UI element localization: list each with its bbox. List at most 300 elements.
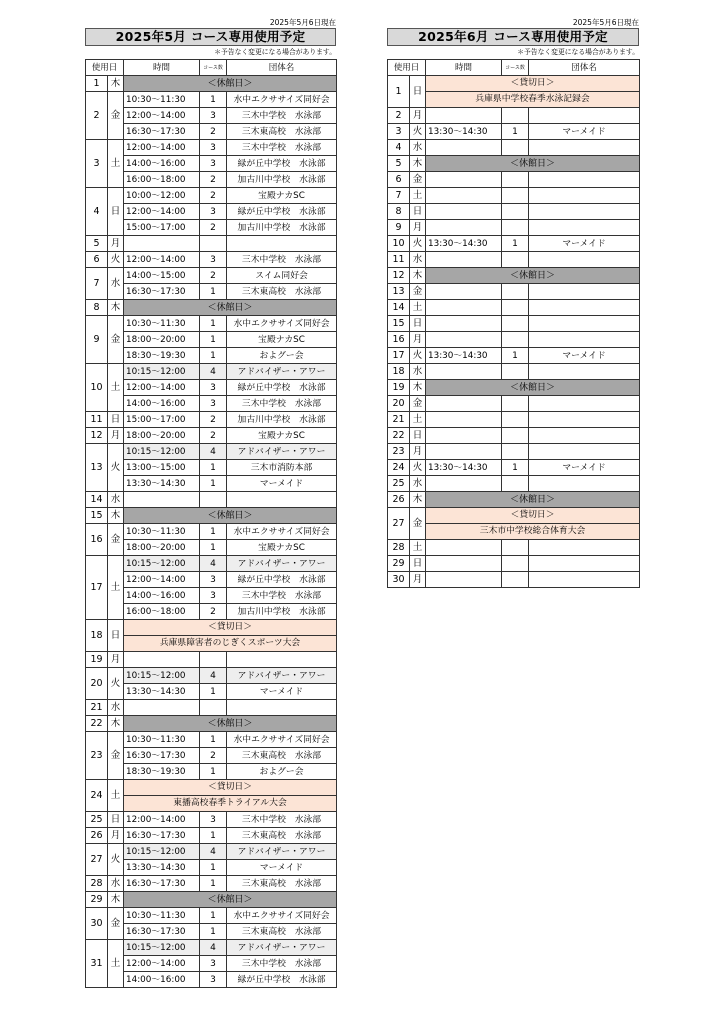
organization-name: マーメイド (529, 236, 640, 252)
course-count: 3 (200, 140, 227, 156)
table-row (86, 860, 337, 876)
day-number: 14 (86, 492, 108, 508)
table-row (86, 668, 337, 684)
closed-day-label: ＜休館日＞ (124, 300, 337, 316)
course-count: 2 (200, 268, 227, 284)
table-row (86, 764, 337, 780)
course-count: 3 (200, 252, 227, 268)
table-row (86, 140, 337, 156)
table-row (86, 588, 337, 604)
weekday: 日 (410, 428, 426, 444)
table-row (86, 444, 337, 460)
table-row (86, 380, 337, 396)
course-count: 1 (200, 860, 227, 876)
organization-name: 三木中学校 水泳部 (227, 396, 337, 412)
course-count: 3 (200, 588, 227, 604)
course-count (200, 236, 227, 252)
course-count (200, 700, 227, 716)
organization-name: 緑が丘中学校 水泳部 (227, 204, 337, 220)
weekday: 金 (410, 172, 426, 188)
day-number: 10 (86, 364, 108, 412)
time-slot: 13:30～14:30 (426, 124, 502, 140)
day-number: 22 (86, 716, 108, 732)
table-row (86, 156, 337, 172)
course-count: 1 (200, 348, 227, 364)
reserved-day-label: ＜貸切日＞ (124, 620, 337, 636)
day-number: 5 (388, 156, 410, 172)
course-count: 1 (200, 476, 227, 492)
course-count: 3 (200, 972, 227, 988)
organization-name (529, 300, 640, 316)
organization-name (529, 188, 640, 204)
day-number: 26 (86, 828, 108, 844)
organization-name (529, 332, 640, 348)
table-row (86, 284, 337, 300)
table-row (388, 508, 640, 524)
time-slot: 13:30～14:30 (426, 236, 502, 252)
course-count (502, 284, 529, 300)
table-row (86, 508, 337, 524)
day-number: 13 (388, 284, 410, 300)
table-row (86, 796, 337, 812)
table-row (388, 396, 640, 412)
day-number: 29 (388, 556, 410, 572)
header-course-count: コース数 (200, 60, 227, 76)
organization-name: マーメイド (529, 348, 640, 364)
table-row (86, 492, 337, 508)
organization-name (529, 444, 640, 460)
course-count: 4 (200, 940, 227, 956)
closed-day-label: ＜休館日＞ (426, 492, 640, 508)
table-row (86, 524, 337, 540)
day-number: 20 (86, 668, 108, 700)
organization-name (529, 476, 640, 492)
table-row (388, 460, 640, 476)
table-row (86, 732, 337, 748)
time-slot: 10:00～12:00 (124, 188, 200, 204)
day-number: 10 (388, 236, 410, 252)
table-row (86, 828, 337, 844)
table-row (86, 92, 337, 108)
day-number: 28 (86, 876, 108, 892)
time-slot: 10:30～11:30 (124, 92, 200, 108)
organization-name: 三木中学校 水泳部 (227, 252, 337, 268)
table-row (86, 908, 337, 924)
table-row (388, 284, 640, 300)
table-row (86, 972, 337, 988)
organization-name: 緑が丘中学校 水泳部 (227, 572, 337, 588)
table-row (388, 428, 640, 444)
table-row (86, 412, 337, 428)
course-count (502, 540, 529, 556)
day-number: 12 (388, 268, 410, 284)
table-row (86, 188, 337, 204)
weekday: 月 (410, 444, 426, 460)
time-slot: 15:00～17:00 (124, 220, 200, 236)
table-row (86, 172, 337, 188)
course-count (502, 220, 529, 236)
time-slot: 16:30～17:30 (124, 124, 200, 140)
course-count: 2 (200, 428, 227, 444)
closed-day-label: ＜休館日＞ (426, 380, 640, 396)
time-slot (426, 476, 502, 492)
table-row (86, 428, 337, 444)
organization-name: 宝殿ナカSC (227, 540, 337, 556)
organization-name (529, 540, 640, 556)
course-count (502, 572, 529, 588)
change-notice: ＊予告なく変更になる場合があります。 (517, 48, 639, 56)
day-number: 19 (388, 380, 410, 396)
organization-name: 三木東高校 水泳部 (227, 124, 337, 140)
organization-name: アドバイザー・アワー (227, 556, 337, 572)
weekday: 火 (108, 844, 124, 876)
header-day: 使用日 (388, 60, 426, 76)
weekday: 水 (108, 268, 124, 300)
table-row (388, 268, 640, 284)
weekday: 火 (410, 348, 426, 364)
time-slot: 14:00～16:00 (124, 156, 200, 172)
table-row (388, 172, 640, 188)
table-row (388, 140, 640, 156)
course-count: 1 (200, 284, 227, 300)
time-slot: 13:30～14:30 (124, 860, 200, 876)
time-slot: 10:15～12:00 (124, 444, 200, 460)
table-row (388, 220, 640, 236)
organization-name: アドバイザー・アワー (227, 668, 337, 684)
course-count: 3 (200, 396, 227, 412)
table-row (388, 252, 640, 268)
organization-name: アドバイザー・アワー (227, 844, 337, 860)
time-slot: 18:00～20:00 (124, 332, 200, 348)
time-slot: 10:15～12:00 (124, 364, 200, 380)
table-row (86, 364, 337, 380)
day-number: 19 (86, 652, 108, 668)
closed-day-label: ＜休館日＞ (124, 716, 337, 732)
table-row (86, 924, 337, 940)
table-row (388, 204, 640, 220)
table-row (86, 780, 337, 796)
organization-name (227, 700, 337, 716)
weekday: 日 (410, 556, 426, 572)
organization-name: 宝殿ナカSC (227, 188, 337, 204)
day-number: 16 (86, 524, 108, 556)
time-slot: 10:15～12:00 (124, 668, 200, 684)
weekday: 火 (108, 444, 124, 492)
course-count: 4 (200, 364, 227, 380)
day-number: 7 (86, 268, 108, 300)
weekday: 日 (108, 812, 124, 828)
organization-name: 三木中学校 水泳部 (227, 140, 337, 156)
day-number: 4 (388, 140, 410, 156)
time-slot: 12:00～14:00 (124, 956, 200, 972)
time-slot: 10:30～11:30 (124, 732, 200, 748)
time-slot (426, 188, 502, 204)
weekday: 火 (410, 460, 426, 476)
table-header-row (86, 60, 337, 76)
course-count: 1 (200, 732, 227, 748)
table-row (388, 492, 640, 508)
weekday: 日 (108, 412, 124, 428)
time-slot: 14:00～16:00 (124, 972, 200, 988)
day-number: 30 (388, 572, 410, 588)
organization-name (529, 316, 640, 332)
day-number: 31 (86, 940, 108, 988)
table-row (86, 124, 337, 140)
table-row (388, 156, 640, 172)
weekday: 木 (108, 76, 124, 92)
day-number: 22 (388, 428, 410, 444)
reserved-event-name: 東播高校春季トライアル大会 (124, 796, 337, 812)
day-number: 1 (86, 76, 108, 92)
time-slot (426, 572, 502, 588)
table-row (388, 364, 640, 380)
day-number: 21 (388, 412, 410, 428)
weekday: 金 (108, 732, 124, 780)
day-number: 8 (388, 204, 410, 220)
organization-name (529, 572, 640, 588)
weekday: 火 (410, 236, 426, 252)
table-row (388, 572, 640, 588)
course-count (502, 476, 529, 492)
course-count: 4 (200, 444, 227, 460)
time-slot (426, 444, 502, 460)
course-count: 3 (200, 204, 227, 220)
as-of-date: 2025年5月6日現在 (572, 18, 639, 27)
weekday: 土 (410, 188, 426, 204)
time-slot (426, 428, 502, 444)
weekday: 金 (410, 508, 426, 540)
table-row (86, 556, 337, 572)
organization-name: 三木東高校 水泳部 (227, 876, 337, 892)
time-slot (124, 700, 200, 716)
course-count (502, 204, 529, 220)
day-number: 25 (86, 812, 108, 828)
organization-name: 三木東高校 水泳部 (227, 828, 337, 844)
time-slot: 10:30～11:30 (124, 908, 200, 924)
weekday: 火 (108, 252, 124, 268)
weekday: 水 (108, 492, 124, 508)
time-slot: 12:00～14:00 (124, 812, 200, 828)
time-slot: 18:00～20:00 (124, 428, 200, 444)
weekday: 月 (410, 572, 426, 588)
course-count: 1 (200, 876, 227, 892)
time-slot: 16:30～17:30 (124, 828, 200, 844)
course-count: 1 (200, 332, 227, 348)
day-number: 17 (388, 348, 410, 364)
time-slot: 18:00～20:00 (124, 540, 200, 556)
day-number: 15 (388, 316, 410, 332)
header-organization: 団体名 (529, 60, 640, 76)
course-count: 2 (200, 220, 227, 236)
table-row (86, 700, 337, 716)
organization-name: 三木中学校 水泳部 (227, 956, 337, 972)
table-row (388, 540, 640, 556)
table-row (86, 76, 337, 92)
weekday: 日 (410, 76, 426, 108)
course-count: 2 (200, 188, 227, 204)
time-slot: 13:30～14:30 (124, 476, 200, 492)
organization-name (227, 236, 337, 252)
course-count (200, 652, 227, 668)
time-slot: 18:30～19:30 (124, 348, 200, 364)
table-row (86, 108, 337, 124)
course-count: 1 (200, 316, 227, 332)
weekday: 水 (410, 364, 426, 380)
time-slot: 13:30～14:30 (426, 460, 502, 476)
table-row (86, 684, 337, 700)
time-slot: 14:00～16:00 (124, 396, 200, 412)
organization-name: 三木中学校 水泳部 (227, 588, 337, 604)
header-course-count: コース数 (502, 60, 529, 76)
organization-name: 緑が丘中学校 水泳部 (227, 380, 337, 396)
organization-name (227, 652, 337, 668)
course-count: 3 (200, 108, 227, 124)
course-count (502, 444, 529, 460)
day-number: 18 (86, 620, 108, 652)
closed-day-label: ＜休館日＞ (426, 156, 640, 172)
time-slot (426, 300, 502, 316)
weekday: 木 (410, 380, 426, 396)
table-row (86, 316, 337, 332)
weekday: 月 (108, 236, 124, 252)
course-count: 2 (200, 748, 227, 764)
course-count: 3 (200, 812, 227, 828)
day-number: 3 (388, 124, 410, 140)
weekday: 木 (108, 716, 124, 732)
organization-name (529, 428, 640, 444)
organization-name: 水中エクササイズ同好会 (227, 732, 337, 748)
organization-name (529, 204, 640, 220)
table-row (388, 444, 640, 460)
course-count (502, 188, 529, 204)
day-number: 30 (86, 908, 108, 940)
closed-day-label: ＜休館日＞ (426, 268, 640, 284)
table-row (86, 300, 337, 316)
organization-name: 三木東高校 水泳部 (227, 924, 337, 940)
reserved-event-name: 兵庫県障害者のじぎくスポーツ大会 (124, 636, 337, 652)
closed-day-label: ＜休館日＞ (124, 508, 337, 524)
day-number: 17 (86, 556, 108, 620)
organization-name: 加古川中学校 水泳部 (227, 220, 337, 236)
weekday: 日 (410, 316, 426, 332)
organization-name: 三木東高校 水泳部 (227, 284, 337, 300)
table-row (86, 956, 337, 972)
time-slot: 10:30～11:30 (124, 316, 200, 332)
course-count (200, 492, 227, 508)
table-row (388, 76, 640, 92)
day-number: 29 (86, 892, 108, 908)
course-count: 4 (200, 556, 227, 572)
day-number: 26 (388, 492, 410, 508)
course-count: 1 (200, 764, 227, 780)
table-row (86, 716, 337, 732)
day-number: 13 (86, 444, 108, 492)
course-count (502, 108, 529, 124)
organization-name: 三木中学校 水泳部 (227, 108, 337, 124)
time-slot: 10:15～12:00 (124, 844, 200, 860)
table-row (86, 620, 337, 636)
course-count (502, 316, 529, 332)
weekday: 土 (410, 412, 426, 428)
weekday: 金 (108, 908, 124, 940)
table-row (86, 268, 337, 284)
table-row (86, 220, 337, 236)
time-slot (426, 252, 502, 268)
day-number: 18 (388, 364, 410, 380)
time-slot: 14:00～16:00 (124, 588, 200, 604)
reserved-day-label: ＜貸切日＞ (124, 780, 337, 796)
weekday: 土 (108, 940, 124, 988)
table-row (388, 300, 640, 316)
day-number: 4 (86, 188, 108, 236)
day-number: 1 (388, 76, 410, 108)
organization-name: 三木東高校 水泳部 (227, 748, 337, 764)
june-schedule-body (388, 76, 640, 588)
time-slot (124, 492, 200, 508)
time-slot: 12:00～14:00 (124, 380, 200, 396)
organization-name: 三木中学校 水泳部 (227, 812, 337, 828)
time-slot: 13:00～15:00 (124, 460, 200, 476)
table-row (388, 332, 640, 348)
table-row (86, 236, 337, 252)
weekday: 土 (108, 556, 124, 620)
organization-name: マーメイド (227, 860, 337, 876)
day-number: 2 (388, 108, 410, 124)
organization-name: 宝殿ナカSC (227, 428, 337, 444)
time-slot: 16:30～17:30 (124, 924, 200, 940)
weekday: 土 (410, 540, 426, 556)
table-row (388, 380, 640, 396)
time-slot: 12:00～14:00 (124, 108, 200, 124)
schedule-title: 2025年5月 コース専用使用予定 (85, 28, 336, 46)
course-count: 2 (200, 124, 227, 140)
time-slot (426, 140, 502, 156)
organization-name (529, 252, 640, 268)
time-slot: 13:30～14:30 (124, 684, 200, 700)
table-row (86, 652, 337, 668)
time-slot: 12:00～14:00 (124, 572, 200, 588)
weekday: 木 (410, 268, 426, 284)
organization-name: 緑が丘中学校 水泳部 (227, 972, 337, 988)
course-count (502, 556, 529, 572)
time-slot (426, 396, 502, 412)
day-number: 14 (388, 300, 410, 316)
course-count (502, 140, 529, 156)
organization-name: 水中エクササイズ同好会 (227, 316, 337, 332)
day-number: 15 (86, 508, 108, 524)
table-row (388, 124, 640, 140)
time-slot (426, 284, 502, 300)
june-schedule-panel (387, 17, 639, 588)
course-count (502, 396, 529, 412)
day-number: 21 (86, 700, 108, 716)
weekday: 木 (108, 300, 124, 316)
time-slot: 16:00～18:00 (124, 604, 200, 620)
course-count: 3 (200, 156, 227, 172)
table-row (388, 476, 640, 492)
course-count: 1 (502, 124, 529, 140)
weekday: 金 (410, 284, 426, 300)
time-slot (124, 236, 200, 252)
time-slot: 12:00～14:00 (124, 204, 200, 220)
may-schedule-panel (85, 17, 336, 988)
course-count: 1 (200, 684, 227, 700)
table-row (388, 412, 640, 428)
time-slot (426, 412, 502, 428)
header-time: 時間 (426, 60, 502, 76)
day-number: 24 (388, 460, 410, 476)
weekday: 土 (410, 300, 426, 316)
